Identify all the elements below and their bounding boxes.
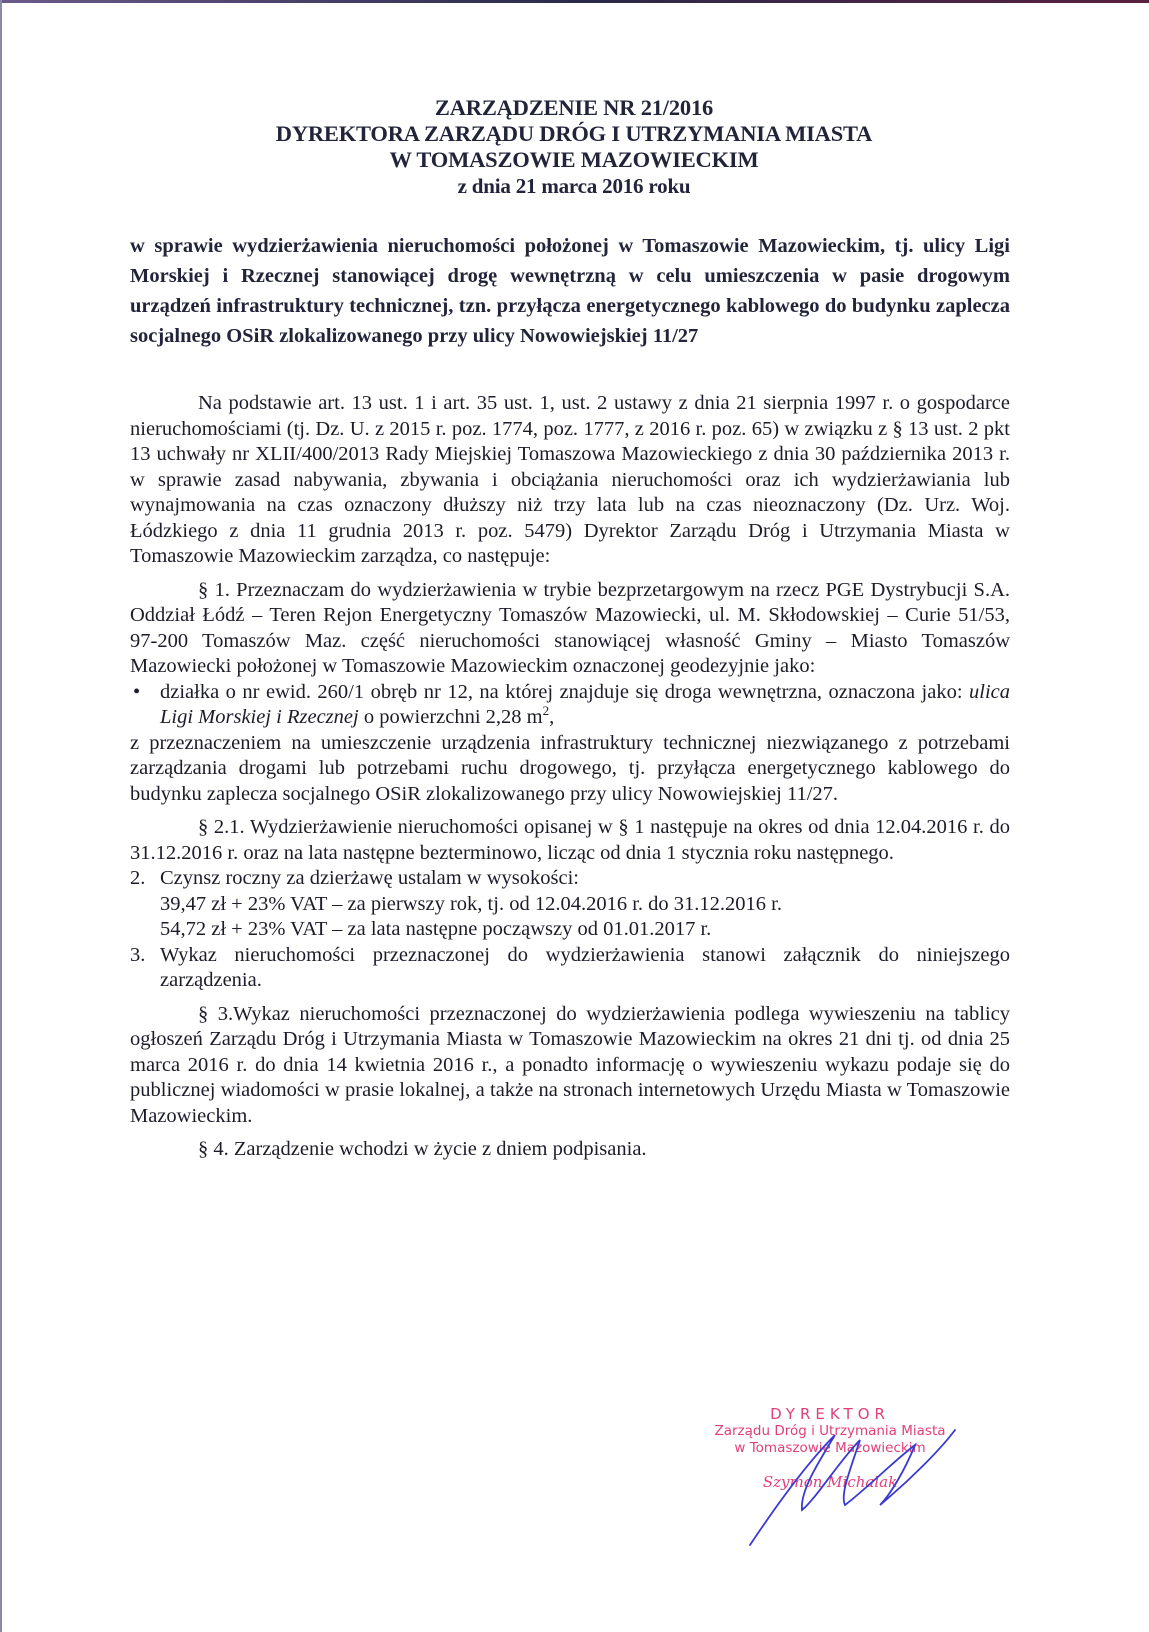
item-number: 2. — [130, 867, 146, 889]
stamp-city: w Tomaszowie Mazowieckim — [734, 1440, 926, 1456]
parcel-end: , — [549, 706, 555, 728]
parcel-list-item — [130, 680, 1010, 731]
document-page — [130, 95, 1010, 1163]
section-2-item-2 — [130, 866, 1010, 943]
section-1-paragraph: § 1. Przeznaczam do wydzierżawienia w trybie bezprzetargowym na rzecz PGE Dystrybucji S.A. Oddział Łódź – Teren Rejon Energetyczny Tomaszów Mazowiecki, ul. M. Skłodowskiej – Curie 51/53, 97-200 Tomaszów Maz. część nieruchomości stanowiącej własność Gminy – Miasto Tomaszów Mazowiecki położonej w Tomaszowie Mazowieckim oznaczonej geodezyjnie jako: — [130, 578, 1010, 677]
document-date: z dnia 21 marca 2016 roku — [457, 174, 691, 198]
section-3-paragraph: § 3.Wykaz nieruchomości przeznaczonej do wydzierżawienia podlega wywieszeniu na tablicy ogłoszeń Zarządu Dróg i Utrzymania Miasta w Tomaszowie Mazowieckim na okres 21 dni tj. od dnia 25 marca 2016 r. do dnia 14 kwietnia 2016 r., a ponadto informację o wywieszeniu wykazu podaje się do publicznej wiadomości w prasie lokalnej, a także na stronach internetowych Urzędu Miasta w Tomaszowie Mazowieckim. — [130, 1002, 1010, 1127]
title-line-2: DYREKTORA ZARZĄDU DRÓG I UTRZYMANIA MIASTA — [275, 121, 873, 146]
section-4-paragraph: § 4. Zarządzenie wchodzi w życie z dniem podpisania. — [198, 1138, 647, 1160]
legal-basis-paragraph: Na podstawie art. 13 ust. 1 i art. 35 ust. 1, ust. 2 ustawy z dnia 21 sierpnia 1997 r. o gospodarce nieruchomościami (tj. Dz. U. z 2015 r. poz. 1774, poz. 1777, z 2016 r. poz. 65) w związku z § 13 ust. 2 pkt 13 uchwały nr XLII/400/2013 Rady Miejskiej Tomaszowa Mazowieckiego z dnia 30 października 2013 r. w sprawie zasad nabywania, zbywania i obciążania nieruchomości oraz ich wydzierżawiania lub wynajmowania na czas oznaczony dłuższy niż trzy lata lub na czas nieoznaczony (Dz. Urz. Woj. Łódzkiego z dnia 11 grudnia 2013 r. poz. 5479) Dyrektor Zarządu Dróg i Utrzymania Miasta w Tomaszowie Mazowieckim zarządza, co następuje: — [130, 392, 1010, 567]
area-unit-exponent: 2 — [542, 703, 550, 719]
rent-first-year: 39,47 zł + 23% VAT – za pierwszy rok, tj. od 12.04.2016 r. do 31.12.2016 r. — [160, 892, 782, 915]
scan-left-border — [0, 0, 2, 1632]
parcel-description: działka o nr ewid. 260/1 obręb nr 12, na której znajduje się droga wewnętrzna, oznaczona jako: — [160, 680, 969, 703]
stamp-institution: Zarządu Dróg i Utrzymania Miasta — [714, 1423, 946, 1439]
parcel-area: o powierzchni 2,28 m — [358, 706, 543, 728]
bullet-icon: • — [133, 680, 141, 703]
section-2-item-3 — [130, 943, 1010, 994]
attachment-note: Wykaz nieruchomości przeznaczonej do wydzierżawienia stanowi załącznik do niniejszego zarządzenia. — [160, 943, 1010, 991]
rent-heading: Czynsz roczny za dzierżawę ustalam w wysokości: — [160, 867, 579, 889]
document-subject: w sprawie wydzierżawienia nieruchomości położonej w Tomaszowie Mazowieckim, tj. ulicy Ligi Morskiej i Rzecznej stanowiącej drogę wewnętrzną w celu umieszczenia w pasie drogowym urządzeń infrastruktury technicznej, tzn. przyłącza energetycznego kablowego do budynku zaplecza socjalnego OSiR zlokalizowanego przy ulicy Nowowiejskiej 11/27 — [130, 235, 1010, 347]
rent-following-years: 54,72 zł + 23% VAT – za lata następne począwszy od 01.01.2017 r. — [160, 918, 712, 940]
title-line-1: ZARZĄDZENIE NR 21/2016 — [434, 95, 714, 120]
stamp-title: DYREKTOR — [770, 1405, 890, 1423]
document-header — [138, 95, 1010, 199]
street-name: ulica Ligi Morskiej i Rzecznej — [160, 680, 1010, 728]
handwritten-signature — [740, 1420, 970, 1550]
item-number: 3. — [130, 943, 146, 966]
title-line-3: W TOMASZOWIE MAZOWIECKIM — [389, 147, 759, 172]
scan-top-border — [0, 0, 1149, 3]
stamp-signatory-name: Szymon Michalak — [762, 1473, 898, 1491]
parcel-purpose-paragraph: z przeznaczeniem na umieszczenie urządzenia infrastruktury technicznej niezwiązanego z potrzebami zarządzania drogami lub potrzebami ruchu drogowego, tj. przyłącza energetycznego kablowego do budynku zaplecza socjalnego OSiR zlokalizowanego przy ulicy Nowowiejskiej 11/27. — [130, 731, 1010, 805]
section-2-1-paragraph: § 2.1. Wydzierżawienie nieruchomości opisanej w § 1 następuje na okres od dnia 12.04.2016 r. do 31.12.2016 r. oraz na lata następne bezterminowo, licząc od dnia 1 stycznia roku następnego. — [130, 816, 1010, 864]
